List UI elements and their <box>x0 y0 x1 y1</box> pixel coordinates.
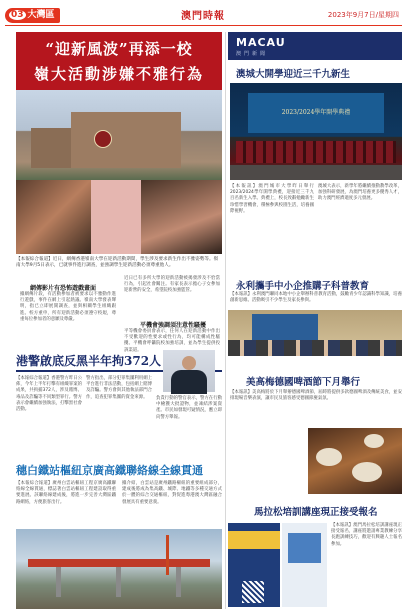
lead-headline-line1: “迎新風波”再添一校 <box>45 40 193 58</box>
issue-date: 2023年9月7日/星期四 <box>327 11 399 19</box>
section-tab[interactable] <box>5 8 60 23</box>
ceremony-screen-title: 2023/2024學年開學典禮 <box>281 109 351 116</box>
campus-photo <box>16 90 222 180</box>
macau-banner-zh: 澳門新聞 <box>236 51 269 57</box>
poster-graphic <box>288 533 321 563</box>
lead-subhead-b: 平機會強調須注意性騷擾 <box>140 322 207 329</box>
food-plate <box>352 462 382 482</box>
police-officer-photo <box>163 350 215 392</box>
police-body-c: 負責行動的警官表示，警方在行動中檢獲大批證物，並凍結涉案資產。市民如發現可疑情況，應立即向警方舉報。 <box>156 396 222 420</box>
beer-festival-body: 【本報訊】美高梅將於下月舉辦德國啤酒節，屆時將提供多款德國啤酒及傳統美食，並安排現場音樂表演，讓市民及旅客感受德國節慶氣氛。 <box>230 390 402 402</box>
university-seal-icon <box>94 130 112 148</box>
food-plate <box>364 434 384 448</box>
ceremony-stage <box>230 165 402 180</box>
rail-body-a: 【本報綜合報道】廣州白雲站樞紐工程京廣高鐵聯絡線全線貫通，標誌著白雲站樞紐工程建設取得重要進展。該聯絡線建成後，將進一步完善大灣區鐵路網絡，方便旅客出行。 <box>16 481 116 505</box>
marathon-poster-2 <box>282 523 327 607</box>
beer-festival-body-continued <box>230 428 304 494</box>
rail-pier <box>116 567 121 597</box>
crane <box>166 535 169 575</box>
orientation-photo-3 <box>141 180 222 254</box>
science-body: 【本報訊】永利澳門聯同本地中小企舉辦科普教育活動，鼓勵青少年認識科學知識，培養創新思維。活動吸引不少學生及家長參與。 <box>230 292 402 304</box>
lead-body-a: 據網傳片段，有活動參加者被要求以不雅動作進行遊戲，事件在網上引起熱議。嶺南大學發表聲明，指已立即展開調查，並與相關學生組織跟進。校方重申，所有迎新活動必須遵守校規，尊重每位參加者的意願及尊嚴。 <box>20 292 116 322</box>
marathon-poster <box>228 523 280 607</box>
page-header <box>0 0 407 28</box>
science-event-photo <box>228 310 402 356</box>
marathon-headline[interactable]: 馬拉松培訓講座現正接受報名 <box>254 507 378 518</box>
lead-headline-box[interactable] <box>16 32 222 90</box>
science-headline[interactable]: 永利攜手中小企推購子科普教育 <box>236 281 370 292</box>
masthead: 澳門時報 <box>181 11 225 22</box>
campus-building-left <box>31 128 76 168</box>
section-label: 大灣區 <box>27 10 55 20</box>
food-plate <box>316 448 342 466</box>
rail-pier <box>176 567 181 597</box>
lead-headline-line2: 嶺大活動涉嫌不雅行為 <box>33 65 204 83</box>
lead-body-b: 近日已有多所大學的迎新活動被揭發涉及不恰當行為，引起社會關注。有家長表示擔心子女參加迎新營的安全，希望院校加強監管。 <box>124 276 220 294</box>
university-body-a: 【本報訊】澳門城市大學昨日舉行2023/2024學年開學典禮，迎接近三千九百名新生入學。典禮上，校長致辭勉勵新生珍惜學習機會，積極參與校園生活，培養國際視野。 <box>230 184 314 214</box>
section-number: 03 <box>11 10 24 20</box>
rail-span <box>28 559 210 567</box>
officer-head <box>182 356 196 370</box>
orientation-photo-2 <box>91 180 141 254</box>
ceremony-crowd <box>236 141 396 163</box>
header-rule <box>5 25 402 26</box>
beer-festival-food-photo <box>308 428 402 494</box>
rail-pier <box>56 567 61 597</box>
marathon-body: 【本報訊】澳門馬拉松培訓講座現正接受報名，講座將邀請專業教練分享長跑訓練技巧，歡迎有興趣人士報名參加。 <box>331 523 402 547</box>
poster-banner <box>228 531 280 549</box>
lead-photo-caption: 【本報綜合報道】近日，網傳香港嶺南大學在迎新活動期間，學生涉及要求新生作出不雅姿勢等。嶺南大學9月5日表示，已就事件進行調查，並強調學生迎新活動必須尊重他人。 <box>16 257 219 268</box>
rail-body-b: 據介紹，白雲站是廣州鐵路樞紐的重要組成部分，建成後將成為集高鐵、城際、地鐵等多種交通方式於一體的綜合交通樞紐，對促進粵港澳大灣區融合發展具有重要意義。 <box>122 481 222 505</box>
police-body-b: 警方指出，部分犯罪集團利用網上平台進行非法活動，包括網上賭博及詐騙。警方會與其他執法部門合作，追查犯罪集團的資金來源。 <box>86 376 152 400</box>
science-audience <box>228 340 402 356</box>
rail-headline[interactable]: 穗白鐵站樞紐京廣高鐵聯絡線全線貫通 <box>16 464 203 477</box>
lead-subhead-a: 網傳影片有恐怖遊戲畫面 <box>30 285 97 292</box>
macau-section-banner[interactable] <box>228 32 402 60</box>
qr-code-icon[interactable] <box>242 581 264 603</box>
university-body-b: 澳城大表示，新學年將繼續推動教學改革，加強科研發展，為澳門培養更多優秀人才，助力澳門經濟適度多元發展。 <box>318 184 402 202</box>
column-divider <box>225 32 226 609</box>
police-headline[interactable]: 港警啟底反黑半年拘372人 <box>16 354 162 368</box>
campus-building <box>71 112 181 168</box>
lead-body-c: 平等機會委員會表示，任何人在迎新活動中作出不受歡迎的性要求或性行為，均可能構成性騷擾。平機會呼籲院校加強培訓，並為學生提供投訴渠道。 <box>124 329 220 353</box>
ceremony-photo <box>230 83 402 180</box>
university-headline[interactable]: 澳城大開學迎近三千九新生 <box>236 69 351 80</box>
rail-construction-photo <box>16 529 222 609</box>
police-body-a: 【本報綜合報道】香港警方昨日公佈，今年上半年打擊有組織罪案的成果，共拘捕372人，涉及賭博、毒品及詐騙等不同類型罪行。警方表示會繼續加強執法，打擊黑社會活動。 <box>16 376 82 413</box>
science-screen <box>252 314 318 340</box>
beer-festival-headline[interactable]: 美高梅德國啤酒節下月舉行 <box>246 377 361 388</box>
orientation-photo-1 <box>16 180 91 254</box>
macau-banner-en: MACAU <box>236 36 286 49</box>
officer-suit <box>171 370 207 394</box>
